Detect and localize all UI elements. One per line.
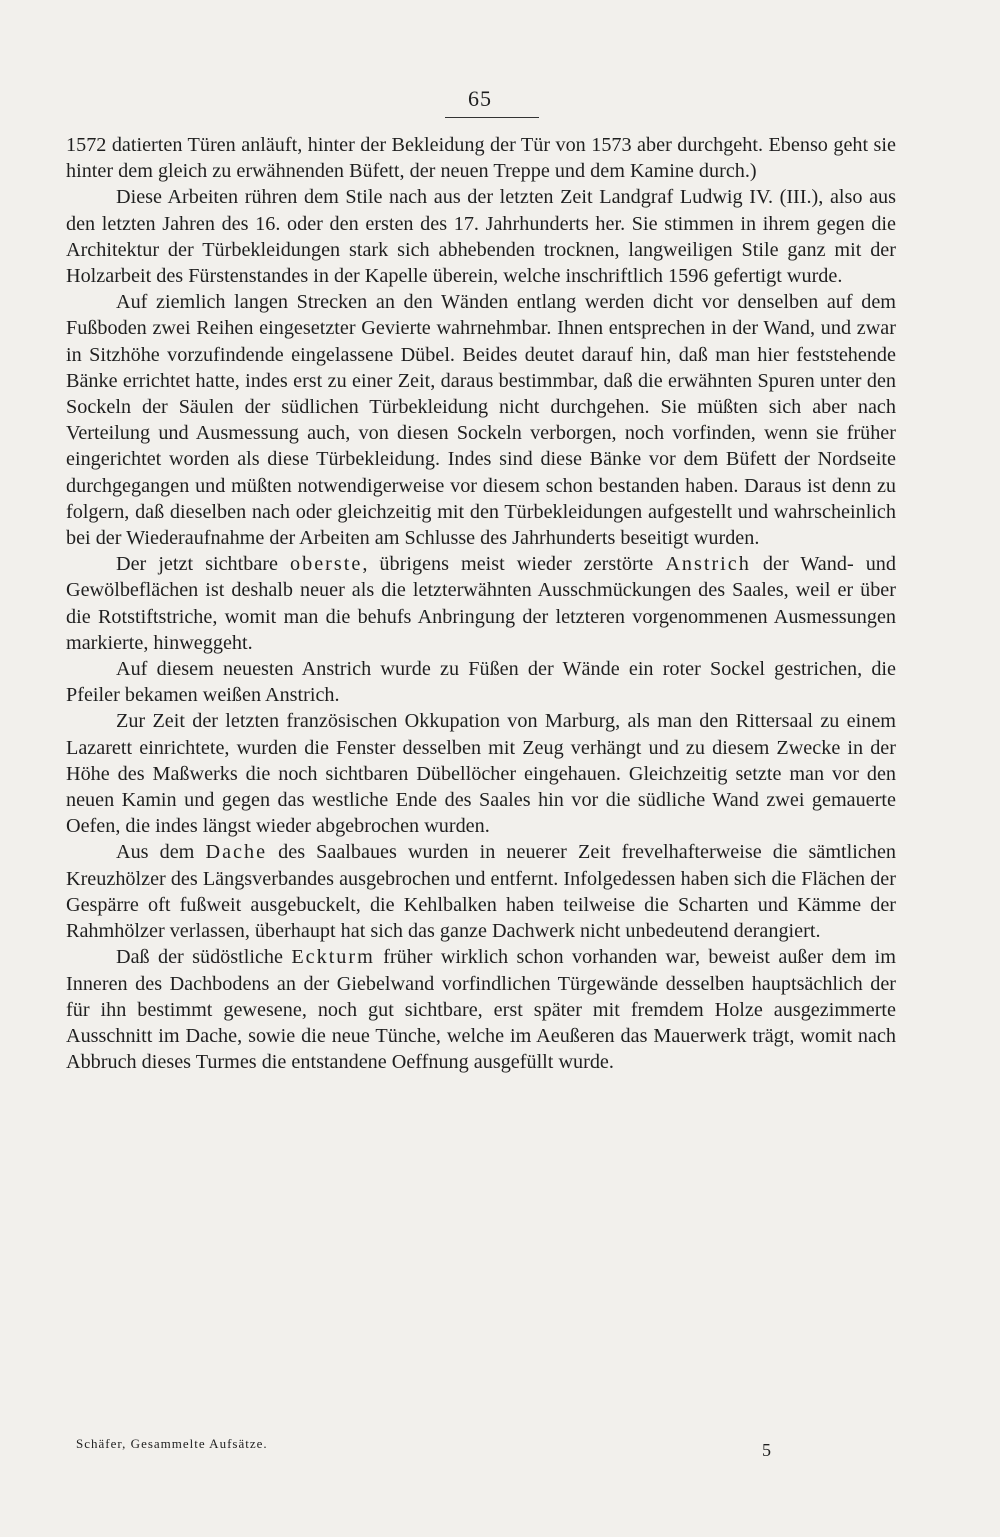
header-rule [445, 117, 539, 118]
body-text [66, 132, 896, 1075]
paragraph-3: Auf ziemlich langen Strecken an den Wänden entlang werden dicht vor denselben auf dem Fußboden zwei Reihen eingesetzter Gevierte wahrnehmbar. Ihnen entsprechen in der Wand, und zwar in Sitzhöhe vorzufindende eingelassene Dübel. Beides deutet darauf hin, daß man hier feststehende Bänke errichtet hatte, indes erst zu einer Zeit, daraus bestimmbar, daß die erwähnten Spuren unter den Sockeln der Säulen der südlichen Türbekleidung nicht durchgehen. Sie müßten sich aber nach Verteilung und Ausmessung auch, von diesen Sockeln verborgen, noch vorfinden, wenn sie früher eingerichtet worden als diese Türbekleidung. Indes sind diese Bänke vor dem Büfett der Nordseite durchgegangen und müßten notwendigerweise vor diesem schon bestanden haben. Daraus ist denn zu folgern, daß dieselben nach oder gleichzeitig mit den Türbekleidungen aufgestellt und wahrscheinlich bei der Wiederaufnahme der Arbeiten am Schlusse des Jahrhunderts beseitigt wurden. [66, 291, 896, 550]
paragraph-7-text-a: Aus dem [116, 841, 206, 864]
footer-source: Schäfer, Gesammelte Aufsätze. [76, 1436, 268, 1451]
page-number: 65 [468, 86, 492, 111]
spaced-term-dache: Dache [205, 841, 268, 864]
paragraph-7 [66, 839, 896, 944]
paragraph-7-text-b: des Saalbaues wurden in neuerer Zeit frevelhafterweise die sämtlichen Kreuzhölzer des Längsverbandes ausgebrochen und entfernt. Infolgedessen haben sich die Flächen der Gespärre oft fußweit ausgebuckelt, die Kehlbalken haben teilweise die Scharten und Kämme der Rahmhölzer verlassen, überhaupt hat sich das ganze Dachwerk nicht unbedeutend derangiert. [66, 841, 896, 943]
paragraph-6: Zur Zeit der letzten französischen Okkupation von Marburg, als man den Rittersaal zu einem Lazarett einrichtete, wurden die Fenster desselben mit Zeug verhängt und zu diesem Zwecke in der Höhe des Maßwerks die noch sichtbaren Dübellöcher eingehauen. Gleichzeitig setzte man vor den neuen Kamin und gegen das westliche Ende des Saales hin vor die südliche Wand zwei gemauerte Oefen, die indes längst wieder abgebrochen wurden. [66, 710, 896, 838]
spaced-term-eckturm: Eckturm [291, 946, 375, 969]
paragraph-8-text-b: früher wirklich schon vorhanden war, beweist außer dem im Inneren des Dachbodens an der Giebelwand vorfindlichen Türgewände desselben hauptsächlich der für ihn bestimmt gewesene, noch gut sichtbare, erst später mit fremdem Holze ausgezimmerte Ausschnitt im Dache, sowie die neue Tünche, welche im Aeußeren das Mauerwerk trägt, womit nach Abbruch dieses Turmes die entstandene Oeffnung ausgefüllt wurde. [66, 946, 896, 1074]
paragraph-8 [66, 944, 896, 1075]
paragraph-8-text-a: Daß der südöstliche [116, 946, 292, 969]
paragraph-4-text-c: der Wand- und Gewölbeflächen ist deshalb neuer als die letzterwähnten Ausschmückungen des Saales, weil er über die Rotstiftstriche, womit man die behufs Anbringung der letzteren vorgenommenen Ausmessungen markierte, hinweggeht. [66, 553, 896, 654]
paragraph-4-text-b: , übrigens meist wieder zerstörte [362, 553, 666, 576]
paragraph-5: Auf diesem neuesten Anstrich wurde zu Füßen der Wände ein roter Sockel gestrichen, die Pfeiler bekamen weißen Anstrich. [66, 658, 896, 707]
spaced-term-oberste: oberste [290, 553, 363, 576]
paragraph-4 [66, 551, 896, 656]
paragraph-1: 1572 datierten Türen anläuft, hinter der Bekleidung der Tür von 1573 aber durchgeht. Ebenso geht sie hinter dem gleich zu erwähnenden Büfett, der neuen Treppe und dem Kamine durch.) [66, 134, 896, 183]
paragraph-4-text-a: Der jetzt sichtbare [116, 553, 291, 576]
signature-mark: 5 [762, 1440, 771, 1460]
spaced-term-anstrich: Anstrich [665, 553, 751, 576]
paragraph-2: Diese Arbeiten rühren dem Stile nach aus der letzten Zeit Landgraf Ludwig IV. (III.), also aus den letzten Jahren des 16. oder den ersten des 17. Jahrhunderts her. Sie stimmen in ihrem gegen die Architektur der Türbekleidungen stark sich abhebenden trocknen, langweiligen Stile ganz mit der Holzarbeit des Fürstenstandes in der Kapelle überein, welche inschriftlich 1596 gefertigt wurde. [66, 186, 896, 288]
